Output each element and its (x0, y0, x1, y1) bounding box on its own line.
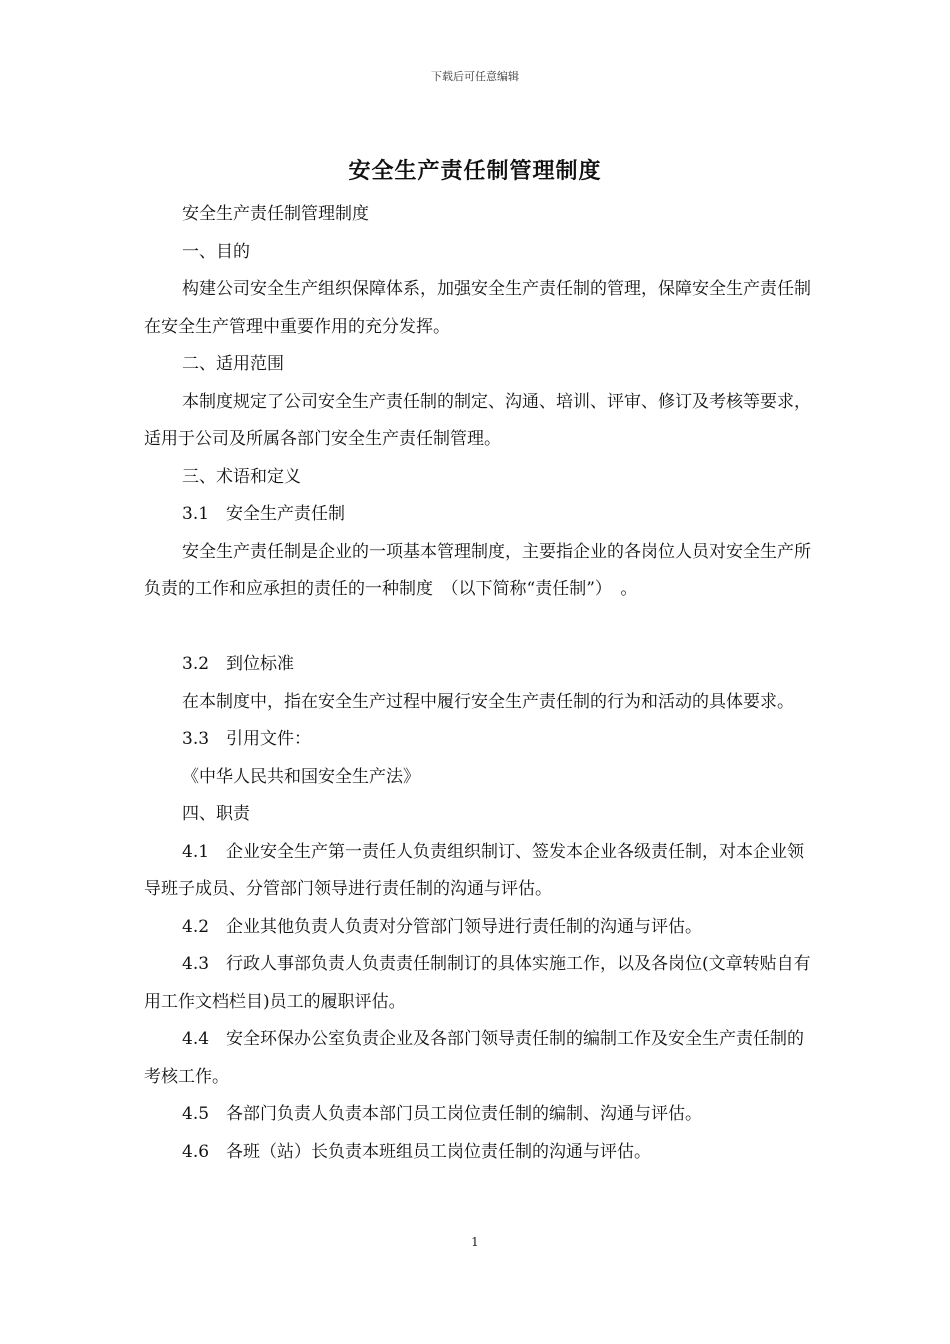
subheading-3-2: 3.2 到位标准 (182, 654, 295, 674)
paragraph-3-2: 在本制度中，指在安全生产过程中履行安全生产责任制的行为和活动的具体要求。 (182, 691, 794, 712)
heading-purpose: 一、目的 (182, 241, 250, 262)
paragraph-4-2: 4.2 企业其他负责人负责对分管部门领导进行责任制的沟通与评估。 (182, 916, 703, 937)
paragraph-purpose: 构建公司安全生产组织保障体系，加强安全生产责任制的管理，保障安全生产责任制在安全生产管理中重要作用的充分发挥。 (144, 279, 811, 337)
paragraph-4-5: 4.5 各部门负责人负责本部门员工岗位责任制的编制、沟通与评估。 (182, 1104, 703, 1124)
paragraph-4-4: 4.4 安全环保办公室负责企业及各部门领导责任制的编制工作及安全生产责任制的考核工作。 (144, 1029, 805, 1087)
paragraph-3-1: 安全生产责任制是企业的一项基本管理制度，主要指企业的各岗位人员对安全生产所负责的工作和应承担的责任的一种制度 （以下简称“责任制”） 。 (144, 541, 811, 599)
heading-duties: 四、职责 (182, 804, 250, 824)
subheading-3-3: 3.3 引用文件： (182, 729, 312, 749)
blank-line (144, 609, 816, 647)
document-title: 安全生产责任制管理制度 (348, 158, 602, 184)
paragraph-4-3: 4.3 行政人事部负责人负责责任制制订的具体实施工作，以及各岗位(文章转贴自有用工作文档栏目)员工的履职评估。 (144, 954, 811, 1012)
page-number: 1 (471, 1235, 479, 1249)
paragraph-3-3: 《中华人民共和国安全生产法》 (182, 766, 420, 787)
heading-terms: 三、术语和定义 (182, 466, 301, 487)
paragraph-4-1: 4.1 企业安全生产第一责任人负责组织制订、签发本企业各级责任制，对本企业领导班子成员、分管部门领导进行责任制的沟通与评估。 (144, 841, 805, 899)
heading-scope: 二、适用范围 (182, 354, 284, 374)
paragraph-scope: 本制度规定了公司安全生产责任制的制定、沟通、培训、评审、修订及考核等要求，适用于公司及所属各部门安全生产责任制管理。 (144, 391, 811, 449)
paragraph-doc-name: 安全生产责任制管理制度 (182, 204, 369, 224)
subheading-3-1: 3.1 安全生产责任制 (182, 504, 346, 524)
paragraph-4-6: 4.6 各班（站）长负责本班组员工岗位责任制的沟通与评估。 (182, 1141, 652, 1162)
page-header: 下载后可任意编辑 (431, 70, 519, 83)
document-body (144, 196, 816, 1171)
